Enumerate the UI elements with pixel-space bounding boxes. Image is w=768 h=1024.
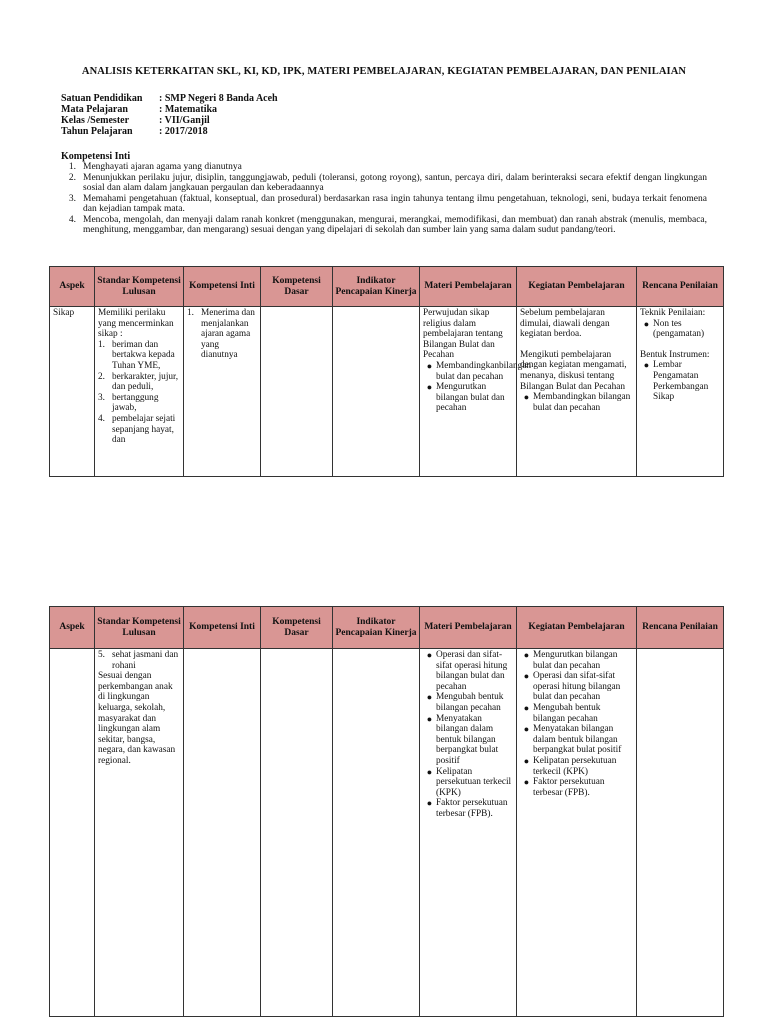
ki-number: 3. — [68, 193, 76, 204]
list-item — [520, 671, 633, 703]
table-row — [50, 307, 724, 477]
list-text: Kelipatan persekutuan terkecil (KPK) — [436, 766, 512, 798]
cell-skl — [95, 307, 184, 477]
bullet-icon: ● — [523, 755, 530, 766]
list-item — [423, 798, 513, 819]
list-text: Mengubah bentuk bilangan pecahan — [436, 692, 504, 713]
list-number: 1. — [98, 339, 105, 350]
kegiatan-paragraph: Sebelum pembelajaran dimulai, diawali dengan kegiatan berdoa. — [520, 308, 610, 340]
bullet-icon: ● — [643, 318, 650, 329]
list-text: Mengubah bentuk bilangan pecahan — [533, 702, 601, 724]
list-item — [640, 319, 720, 340]
bullet-icon: ● — [523, 702, 530, 713]
ki-number: 1. — [68, 162, 76, 172]
list-item — [98, 372, 180, 393]
meta-label: Kelas /Semester — [61, 115, 130, 126]
header-skl: Standar Kompetensi Lulusan — [95, 267, 184, 307]
kegiatan-topic: Bilangan Bulat dan Pecahan — [520, 381, 626, 392]
list-text: Menyatakan bilangan dalam bentuk bilangan berpangkat bulat positif — [436, 713, 499, 766]
list-text: Faktor persekutuan terbesar (FPB). — [533, 777, 605, 798]
header-kd: Kompetensi Dasar — [261, 607, 333, 649]
list-text: Operasi dan sifat-sifat operasi hitung bilangan bulat dan pecahan — [436, 650, 508, 692]
cell-kd — [261, 307, 333, 477]
materi-topic: Bilangan Bulat dan Pecahan — [423, 339, 495, 361]
kegiatan-list — [520, 392, 633, 413]
list-item — [98, 414, 180, 446]
list-text: Menyatakan bilangan dalam bentuk bilangan berpangkat bulat positif — [533, 724, 622, 756]
list-text: beriman dan bertakwa kepada Tuhan YME, — [112, 339, 175, 371]
skl-intro: Memiliki perilaku yang mencerminkan sikap : — [98, 308, 174, 340]
list-number: 2. — [98, 371, 105, 382]
ki-item — [61, 173, 707, 194]
list-item — [423, 714, 513, 767]
list-text: Faktor persekutuan terbesar (FPB). — [436, 798, 508, 819]
list-item — [423, 767, 513, 799]
document-meta — [61, 93, 278, 137]
bentuk-label: Bentuk Instrumen: — [640, 349, 710, 360]
bentuk-list — [640, 360, 720, 402]
ki-list — [61, 162, 707, 236]
penilaian-label: Teknik Penilaian: — [640, 308, 706, 318]
list-item — [423, 692, 513, 713]
bullet-icon: ● — [523, 671, 530, 682]
header-kd: Kompetensi Dasar — [261, 267, 333, 307]
bullet-icon: ● — [426, 713, 433, 724]
list-text: Kelipatan persekutuan terkecil (KPK) — [533, 755, 617, 777]
header-materi: Materi Pembelajaran — [420, 607, 517, 649]
list-text: Mengurutkan bilangan bulat dan pecahan — [533, 650, 618, 671]
list-item — [98, 340, 180, 372]
analysis-table-1 — [49, 266, 724, 477]
list-item — [640, 360, 720, 402]
table-header-row — [50, 267, 724, 307]
cell-penilaian — [637, 307, 724, 477]
meta-value: : SMP Negeri 8 Banda Aceh — [159, 93, 278, 104]
list-text: Mengurutkan bilangan bulat dan pecahan — [436, 382, 505, 414]
meta-label: Satuan Pendidikan — [61, 93, 143, 104]
list-number: 3. — [98, 392, 105, 403]
cell-skl — [95, 649, 184, 1017]
ki-text: Mencoba, mengolah, dan menyaji dalam ranah konkret (menggunakan, mengurai, merangkai, memodifikasi, dan membuat) dan ranah abstrak (menulis, membaca, menghitung, menggambar, dan mengarang) sesuai dengan yang dipelajari di sekolah dan sumber lain yang sama dalam sudut pandang/teori. — [83, 214, 707, 235]
list-item — [98, 650, 180, 671]
table-header-row — [50, 607, 724, 649]
spacer — [520, 340, 633, 350]
cell-materi — [420, 307, 532, 477]
meta-label: Mata Pelajaran — [61, 104, 128, 115]
list-item — [520, 703, 633, 724]
cell-aspek: Sikap — [50, 307, 95, 477]
cell-ki — [184, 649, 261, 1017]
list-text: pembelajar sejati sepanjang hayat, dan — [112, 413, 176, 446]
table-row — [50, 649, 724, 1017]
cell-kegiatan — [517, 307, 637, 477]
skl-list — [98, 340, 180, 446]
meta-value: : VII/Ganjil — [159, 115, 210, 126]
ki-number: 2. — [68, 172, 76, 183]
header-ki: Kompetensi Inti — [184, 607, 261, 649]
bullet-icon: ● — [523, 392, 530, 403]
ki-item — [61, 215, 707, 236]
cell-indikator — [333, 649, 420, 1017]
header-aspek: Aspek — [50, 607, 95, 649]
bullet-icon: ● — [523, 650, 530, 660]
cell-penilaian — [637, 649, 724, 1017]
bullet-icon: ● — [426, 650, 433, 660]
meta-value: : Matematika — [159, 104, 218, 115]
header-ki: Kompetensi Inti — [184, 267, 261, 307]
meta-row-tahun — [61, 126, 278, 137]
list-text: Non tes (pengamatan) — [653, 318, 705, 340]
bullet-icon: ● — [523, 724, 530, 735]
list-text: Menerima dan menjalankan ajaran agama yang dianutnya — [201, 308, 255, 361]
list-number: 5. — [98, 650, 105, 660]
header-penilaian: Rencana Penilaian — [637, 607, 724, 649]
ki-text: Memahami pengetahuan (faktual, konseptual, dan prosedural) berdasarkan rasa ingin tahunya tentang ilmu pengetahuan, teknologi, seni, budaya terkait fenomena dan kejadian tampak mata. — [83, 193, 707, 214]
ki-text: Menunjukkan perilaku jujur, disiplin, tanggungjawab, peduli (toleransi, gotong royong), santun, percaya diri, dalam berinteraksi secara efektif dengan lingkungan sosial dan alam dalam jangkauan pergaulan dan keberadaannya — [83, 172, 707, 193]
bullet-icon: ● — [426, 798, 433, 809]
materi-intro: Perwujudan sikap religius dalam pembelajaran tentang — [423, 308, 503, 340]
cell-kd — [261, 649, 333, 1017]
header-skl: Standar Kompetensi Lulusan — [95, 607, 184, 649]
list-item — [520, 777, 633, 798]
list-item — [423, 650, 513, 692]
kegiatan-list — [520, 650, 633, 798]
cell-aspek — [50, 649, 95, 1017]
list-number: 1. — [187, 308, 194, 318]
header-aspek: Aspek — [50, 267, 95, 307]
list-item — [520, 392, 633, 413]
analysis-table-2 — [49, 606, 724, 1017]
bullet-icon: ● — [426, 692, 433, 703]
skl-text: Sesuai dengan perkembangan anak di lingkungan keluarga, sekolah, masyarakat dan lingkungan alam sekitar, bangsa, negara, dan kawasan regional. — [98, 671, 176, 766]
cell-ki — [184, 307, 261, 477]
list-item — [98, 393, 180, 414]
list-item — [520, 756, 633, 777]
cell-indikator — [333, 307, 420, 477]
meta-row-mapel — [61, 104, 278, 115]
bullet-icon: ● — [426, 766, 433, 777]
ki-number: 4. — [68, 214, 76, 225]
meta-row-kelas — [61, 115, 278, 126]
penilaian-list — [640, 319, 720, 340]
materi-list — [423, 650, 513, 820]
ki-item — [61, 194, 707, 215]
list-item — [423, 360, 532, 382]
kegiatan-paragraph: Mengikuti pembelajaran dengan kegiatan mengamati, menanya, diskusi tentang — [520, 349, 627, 381]
skl-list — [98, 650, 180, 671]
meta-value: : 2017/2018 — [159, 126, 208, 137]
list-number: 4. — [98, 413, 105, 424]
list-item — [520, 650, 633, 671]
ki-heading: Kompetensi Inti — [61, 151, 131, 162]
list-text: Operasi dan sifat-sifat operasi hitung bilangan bulat dan pecahan — [533, 671, 621, 703]
ki-item — [61, 162, 707, 173]
header-indikator: Indikator Pencapaian Kinerja — [333, 607, 420, 649]
header-kegiatan: Kegiatan Pembelajaran — [517, 607, 637, 649]
materi-list — [423, 360, 532, 414]
header-penilaian: Rencana Penilaian — [637, 267, 724, 307]
spacer — [640, 340, 720, 350]
ki-cell-list — [187, 308, 257, 361]
list-text: Membandingkanbilangan bulat dan pecahan — [436, 360, 532, 382]
list-item — [187, 308, 257, 361]
list-item — [520, 724, 633, 756]
ki-text: Menghayati ajaran agama yang dianutnya — [83, 162, 242, 172]
list-text: Lembar Pengamatan Perkembangan Sikap — [653, 360, 709, 403]
cell-kegiatan — [517, 649, 637, 1017]
header-kegiatan: Kegiatan Pembelajaran — [517, 267, 637, 307]
bullet-icon: ● — [426, 360, 433, 371]
list-item — [423, 382, 513, 414]
cell-materi — [420, 649, 517, 1017]
list-text: sehat jasmani dan rohani — [112, 650, 179, 671]
header-materi: Materi Pembelajaran — [420, 267, 517, 307]
header-indikator: Indikator Pencapaian Kinerja — [333, 267, 420, 307]
document-title: ANALISIS KETERKAITAN SKL, KI, KD, IPK, MATERI PEMBELAJARAN, KEGIATAN PEMBELAJARAN, DAN PENILAIAN — [81, 66, 687, 77]
list-text: Membandingkan bilangan bulat dan pecahan — [533, 392, 631, 413]
bullet-icon: ● — [426, 382, 433, 393]
bullet-icon: ● — [523, 777, 530, 788]
list-text: bertanggung jawab, — [112, 392, 159, 414]
meta-row-satuan — [61, 93, 278, 104]
bullet-icon: ● — [643, 360, 650, 371]
meta-label: Tahun Pelajaran — [61, 126, 133, 137]
list-text: berkarakter, jujur, dan peduli, — [112, 371, 179, 393]
